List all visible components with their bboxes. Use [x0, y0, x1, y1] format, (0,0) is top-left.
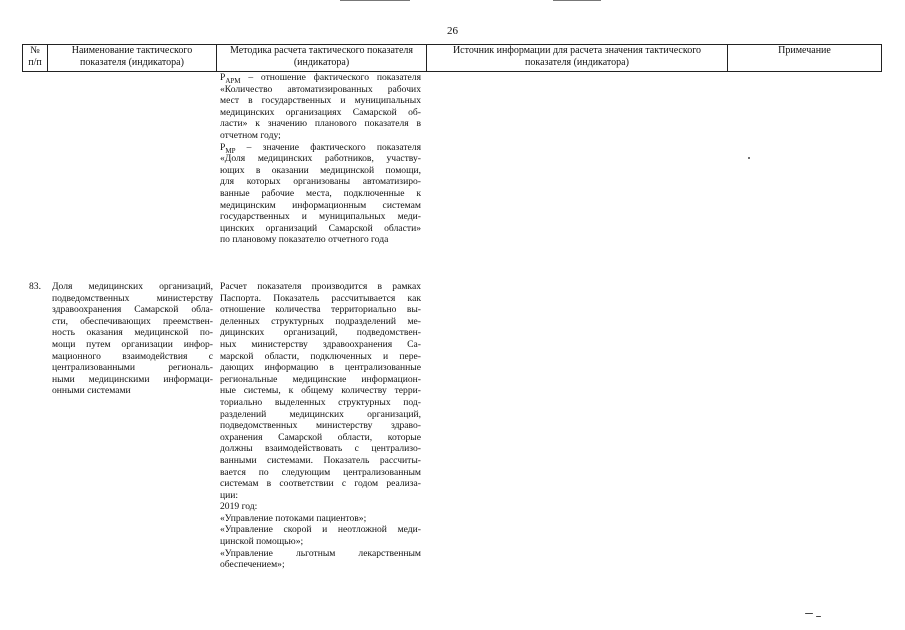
text-line: подведомственных министерству здраво- [220, 420, 421, 432]
text-line: Паспорта. Показатель рассчитывается как [220, 292, 421, 304]
text-line: по плановому показателю отчетного года [220, 234, 389, 246]
text-line: для которых организованы автоматизиро- [220, 176, 421, 188]
text-line: ные системы, к общему количеству терри- [220, 385, 421, 397]
scan-speck [805, 613, 813, 614]
row-83-indicator-name [52, 281, 213, 397]
header-number: № п/п [28, 45, 42, 68]
text-line: обеспечением»; [220, 559, 285, 571]
text-line: разделений медицинских организаций, [220, 408, 421, 420]
text-line: марской области, подключенных и пере- [220, 350, 421, 362]
text-line: ность оказания медицинской по- [52, 327, 213, 339]
text-line: ториально выделенных структурных под- [220, 396, 421, 408]
text-line: медицинских организациях Самарской об- [220, 106, 421, 118]
row-83-method-text [220, 281, 421, 571]
text-line: медицинским информационным системам [220, 199, 421, 211]
header-indicator-name: Наименование тактического показателя (индикатора) [71, 45, 193, 68]
text-line: мощи путем организации инфор- [52, 338, 213, 350]
text-line: $P_{МР}$ – значение фактического показателя [220, 141, 421, 154]
text-line: дицинских организаций, подведомствен- [220, 327, 421, 339]
text-line: государственных и муниципальных меди- [220, 211, 421, 223]
text-line: $P_{АРМ}$ – отношение фактического показателя [220, 72, 421, 84]
text-line: региональные медицинские информацион- [220, 373, 421, 385]
text-line: ции: [220, 489, 239, 501]
text-line: «Управление скорой и неотложной меди- [220, 524, 421, 536]
text-line: должны взаимодействовать с централизо- [220, 443, 421, 455]
text-line: системам в соответствии с годом реализа- [220, 478, 421, 490]
text-line: «Управление льготным лекарственным [220, 547, 421, 559]
text-line: цинской помощью»; [220, 536, 304, 548]
text-line: «Доля медицинских работников, участву- [220, 153, 421, 165]
text-line: ванные рабочие места, подключенные к [220, 187, 421, 199]
text-line: охранения Самарской области, которые [220, 431, 421, 443]
text-line: «Количество автоматизированных рабочих [220, 83, 421, 95]
text-line: цинских организаций Самарской области» [220, 222, 421, 234]
page-number: 26 [447, 25, 458, 37]
text-line: здравоохранения Самарской обла- [52, 304, 213, 316]
text-line: «Управление потоками пациентов»; [220, 512, 367, 524]
text-line: отношение количества территориально вы- [220, 304, 421, 316]
text-line: подведомственных министерству [52, 292, 213, 304]
header-method: Методика расчета тактического показателя (индикатора) [229, 45, 414, 68]
text-line: централизованными региональ- [52, 362, 213, 374]
text-line: ванными системами. Показатель рассчиты- [220, 454, 421, 466]
table-header-bottom-rule [22, 71, 882, 72]
text-line: деленных структурных подразделений ме- [220, 315, 421, 327]
text-line: ных министерству здравоохранения Са- [220, 338, 421, 350]
text-line: ными медицинскими информаци- [52, 373, 213, 385]
text-line: мест в государственных и муниципальных [220, 95, 421, 107]
row-number: 83. [29, 281, 41, 292]
text-line: ласти» к значению планового показателя в [220, 118, 421, 130]
text-line: отчетном году; [220, 129, 281, 141]
text-line: дающих информацию в централизованные [220, 362, 421, 374]
header-source: Источник информации для расчета значения тактического показателя (индикатора) [452, 45, 702, 68]
text-line: вается по следующим централизованным [220, 466, 421, 478]
text-line: онными системами [52, 385, 131, 397]
text-line: ющих в оказании медицинской помощи, [220, 164, 421, 176]
scan-speck [816, 616, 821, 617]
text-line: Доля медицинских организаций, [52, 281, 213, 292]
text-line: Расчет показателя производится в рамках [220, 281, 421, 292]
scan-speck [748, 157, 750, 159]
text-line: мационного взаимодействия с [52, 350, 213, 362]
text-line: сти, обеспечивающих преемствен- [52, 315, 213, 327]
header-note: Примечание [778, 45, 831, 56]
text-line: 2019 год: [220, 501, 258, 513]
column-divider [881, 44, 882, 72]
continuation-method-text [220, 72, 421, 246]
